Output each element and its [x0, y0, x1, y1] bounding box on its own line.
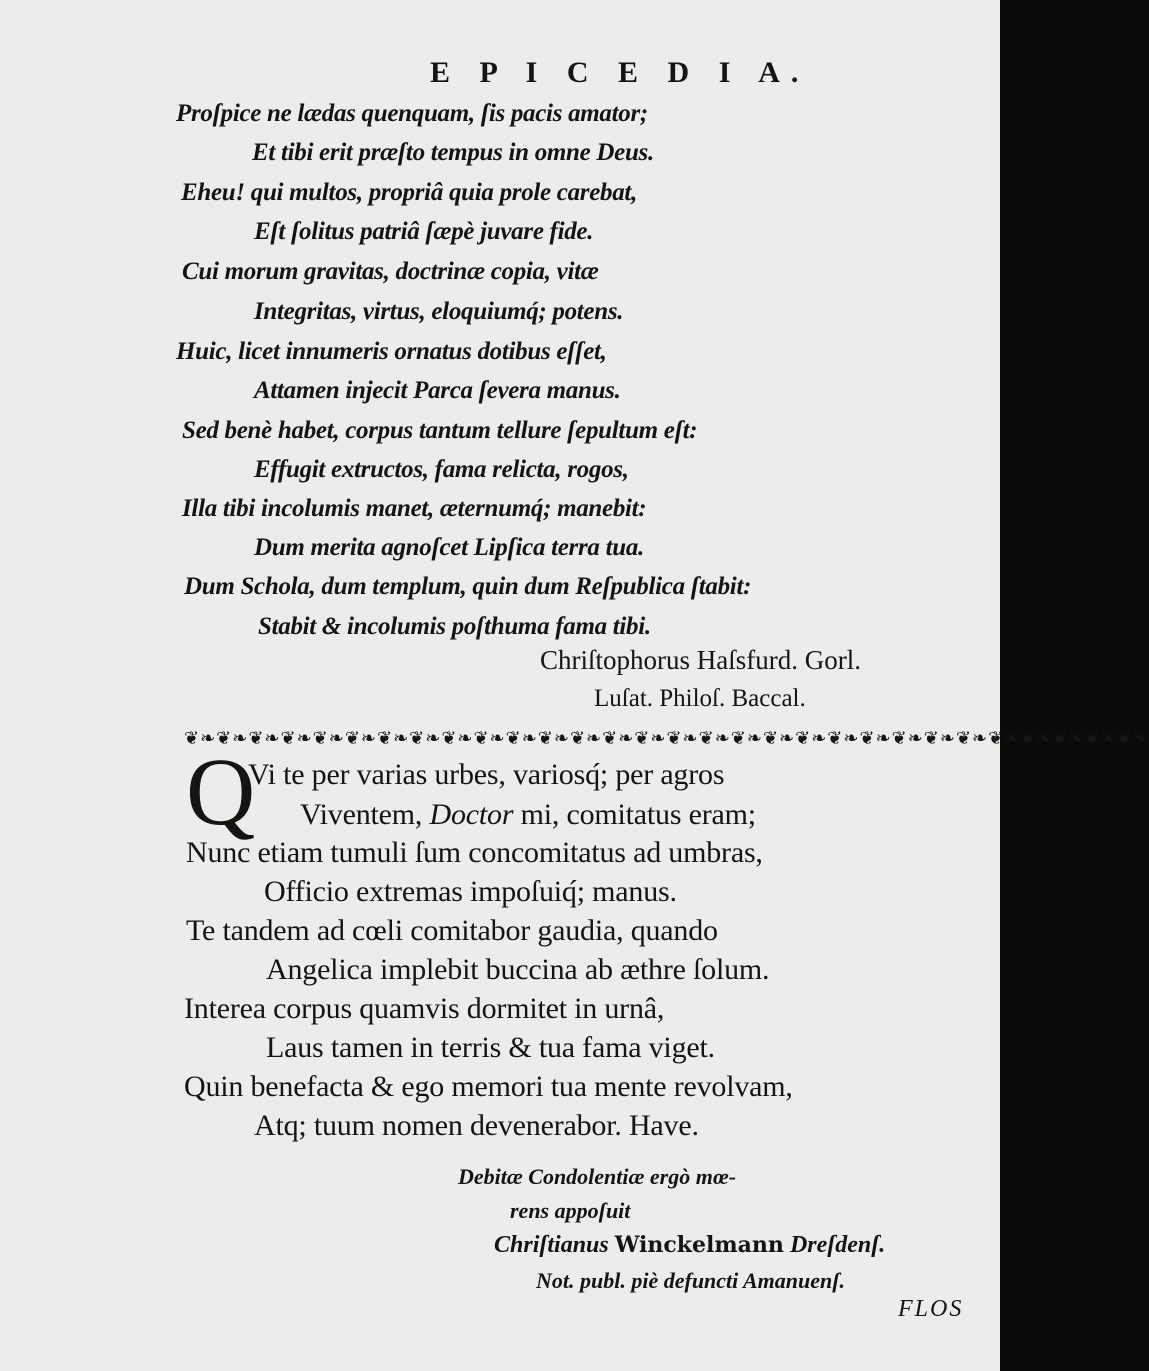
note-text: Chriſtianus: [494, 1232, 615, 1258]
poem-line: Proſpice ne lædas quenquam, ſis pacis amator;: [176, 100, 648, 127]
poem-line: Atq; tuum nomen devenerabor. Have.: [254, 1109, 699, 1142]
catchword: FLOS: [898, 1296, 964, 1322]
note-line: rens appoſuit: [510, 1198, 631, 1223]
note-line: Not. publ. piè defuncti Amanuenſ.: [536, 1268, 846, 1293]
poem-line: Interea corpus quamvis dormitet in urnâ,: [184, 992, 665, 1025]
ornament-divider: ❦❧❦❧❦❧❦❧❦❧❦❧❦❧❦❧❦❧❦❧❦❧❦❧❦❧❦❧❦❧❦❧❦❧❦❧❦❧❦❧❦❧❦❧❦❧❦❧❦❧❦❧❦❧❦❧❦❧❦❧: [184, 728, 1149, 749]
page-header: E P I C E D I A.: [430, 56, 810, 89]
note-text: Dreſdenſ.: [783, 1232, 886, 1258]
poem-line: Te tandem ad cœli comitabor gaudia, quando: [186, 914, 718, 947]
poem-text: Viventem,: [300, 798, 430, 831]
poem-line: Stabit & incolumis poſthuma fama tibi.: [258, 613, 651, 640]
note-text-blackletter: Winckelmann: [614, 1232, 784, 1258]
poem-line: Cui morum gravitas, doctrinæ copia, vitæ: [182, 258, 599, 285]
poem-line: Vi te per varias urbes, variosq́; per agros: [248, 758, 725, 791]
poem-line: Eſt ſolitus patriâ ſæpè juvare fide.: [254, 218, 594, 245]
poem-line: [300, 798, 756, 832]
poem-text-italic: Doctor: [429, 798, 514, 831]
poem-line: Et tibi erit præſto tempus in omne Deus.: [252, 139, 654, 166]
signature-title: Luſat. Philoſ. Baccal.: [594, 685, 806, 712]
poem-line: Effugit extructos, fama relicta, rogos,: [254, 456, 629, 483]
poem-line: Dum Schola, dum templum, quin dum Reſpublica ſtabit:: [184, 573, 752, 600]
poem-line: Laus tamen in terris & tua fama viget.: [266, 1031, 715, 1064]
poem-line: Huic, licet innumeris ornatus dotibus eſſet,: [176, 338, 607, 365]
poem-line: Sed benè habet, corpus tantum tellure ſepultum eſt:: [182, 417, 698, 444]
signature-name: Chriſtophorus Haſsfurd. Gorl.: [540, 645, 861, 675]
poem-line: Illa tibi incolumis manet, æternumq́; manebit:: [182, 495, 647, 522]
poem-line: Eheu! qui multos, propriâ quia prole carebat,: [181, 179, 638, 206]
poem-line: Quin benefacta & ego memori tua mente revolvam,: [184, 1070, 793, 1103]
poem-line: Angelica implebit buccina ab æthre ſolum.: [266, 953, 770, 986]
poem-line: Dum merita agnoſcet Lipſica terra tua.: [254, 534, 644, 561]
poem-line: Nunc etiam tumuli ſum concomitatus ad umbras,: [186, 836, 763, 869]
poem-line: Integritas, virtus, eloquiumq́; potens.: [254, 298, 624, 325]
note-line: Debitæ Condolentiæ ergò mœ-: [458, 1164, 737, 1189]
drop-cap-initial: Q: [186, 738, 256, 845]
poem-text: mi, comitatus eram;: [513, 798, 756, 831]
note-line: [494, 1232, 885, 1259]
poem-line: Attamen injecit Parca ſevera manus.: [254, 377, 621, 404]
poem-line: Officio extremas impoſuiq́; manus.: [264, 875, 677, 908]
